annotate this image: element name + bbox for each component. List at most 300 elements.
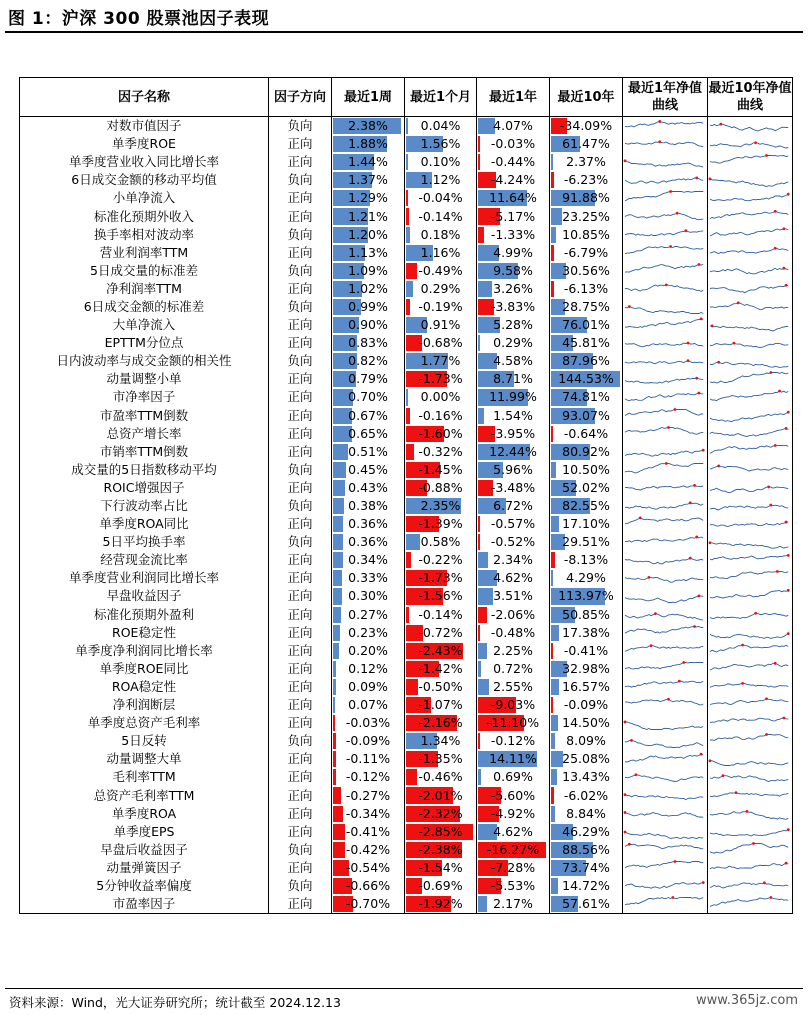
month-return-cell	[405, 805, 477, 823]
curve-10y-cell	[708, 660, 793, 678]
week-return-value: -0.27%	[345, 787, 391, 803]
month-return-cell	[405, 207, 477, 225]
curve-1y-sparkline	[623, 859, 707, 877]
week-return-cell	[332, 298, 405, 316]
direction-cell: 正向	[269, 624, 332, 642]
sparkline-path	[710, 898, 788, 907]
year-return-cell	[477, 407, 550, 425]
sparkline-marker	[785, 427, 788, 430]
curve-10y-cell	[708, 696, 793, 714]
curve-10y-cell	[708, 768, 793, 786]
sparkline-path	[710, 613, 788, 618]
curve-1y-sparkline	[623, 497, 707, 515]
sparkline-marker	[722, 775, 725, 778]
year-return-cell	[477, 823, 550, 841]
curve-10y-cell	[708, 750, 793, 768]
sparkline-path	[625, 306, 703, 313]
direction-cell: 正向	[269, 678, 332, 696]
ten-year-return-value: 10.50%	[562, 461, 610, 477]
sparkline-path	[625, 213, 703, 220]
week-return-bar	[333, 588, 342, 604]
direction-cell: 负向	[269, 461, 332, 479]
sparkline-marker	[719, 123, 722, 126]
curve-1y-sparkline	[623, 443, 707, 461]
curve-10y-cell	[708, 678, 793, 696]
month-return-value: -2.32%	[418, 805, 463, 821]
direction-cell: 正向	[269, 750, 332, 768]
month-return-value: 0.29%	[420, 280, 461, 296]
sparkline-marker	[695, 177, 698, 180]
week-return-cell	[332, 407, 405, 425]
sparkline-path	[625, 613, 703, 619]
sparkline-marker	[698, 595, 701, 598]
ten-year-return-cell	[550, 443, 623, 461]
year-return-cell	[477, 280, 550, 298]
curve-1y-sparkline	[623, 587, 707, 605]
year-return-value: -4.92%	[490, 805, 536, 821]
sparkline-path	[625, 754, 703, 762]
curve-1y-cell	[623, 407, 708, 425]
month-return-value: 1.34%	[420, 733, 461, 749]
curve-1y-cell	[623, 895, 708, 914]
year-return-value: 3.26%	[493, 280, 533, 296]
factor-name-cell: ROE稳定性	[20, 624, 269, 642]
month-return-cell	[405, 877, 477, 895]
curve-10y-sparkline	[708, 244, 792, 262]
curve-10y-sparkline	[708, 171, 792, 189]
year-return-bar	[478, 661, 481, 677]
month-return-value: -2.43%	[418, 642, 463, 658]
week-return-value: 1.37%	[348, 172, 388, 188]
sparkline-marker	[778, 390, 781, 393]
header-week: 最近1周	[332, 78, 405, 117]
table-row	[20, 768, 793, 786]
ten-year-return-value: 28.75%	[562, 298, 610, 314]
direction-cell: 正向	[269, 425, 332, 443]
curve-10y-cell	[708, 533, 793, 551]
factor-name-cell: 动量弹簧因子	[20, 859, 269, 877]
sparkline-path	[710, 487, 788, 493]
sparkline-marker	[634, 774, 637, 777]
sparkline-path	[710, 633, 788, 638]
week-return-value: -0.03%	[345, 715, 391, 731]
year-return-value: -3.83%	[490, 298, 536, 314]
watermark: www.365jz.com	[696, 993, 798, 1008]
table-row	[20, 823, 793, 841]
table-row	[20, 515, 793, 533]
year-return-cell	[477, 298, 550, 316]
sparkline-path	[625, 518, 703, 524]
sparkline-path	[710, 883, 788, 888]
factor-name-cell: 6日成交金额的移动平均值	[20, 171, 269, 189]
sparkline-path	[625, 832, 703, 839]
table-row	[20, 587, 793, 605]
sparkline-marker	[717, 361, 720, 364]
factor-name-cell: 换手率相对波动率	[20, 226, 269, 244]
direction-cell: 正向	[269, 334, 332, 352]
ten-year-return-cell	[550, 696, 623, 714]
curve-10y-sparkline	[708, 117, 792, 135]
year-return-bar	[478, 516, 480, 532]
direction-cell: 负向	[269, 298, 332, 316]
ten-year-return-cell	[550, 298, 623, 316]
sparkline-marker	[711, 325, 714, 328]
year-return-cell	[477, 153, 550, 171]
week-return-bar	[333, 787, 341, 803]
curve-1y-sparkline	[623, 787, 707, 805]
curve-10y-sparkline	[708, 823, 792, 841]
sparkline-path	[710, 829, 788, 835]
ten-year-return-cell	[550, 642, 623, 660]
sparkline-path	[625, 285, 703, 292]
factor-name-cell: 成交量的5日指数移动平均	[20, 461, 269, 479]
week-return-cell	[332, 226, 405, 244]
year-return-cell	[477, 443, 550, 461]
sparkline-path	[625, 230, 703, 235]
ten-year-return-value: 45.81%	[562, 335, 610, 351]
month-return-value: -0.14%	[418, 606, 463, 622]
table-row	[20, 841, 793, 859]
curve-10y-sparkline	[708, 678, 792, 696]
factor-name-cell: 单季度总资产毛利率	[20, 714, 269, 732]
month-return-bar	[406, 118, 408, 134]
month-return-value: -1.07%	[418, 697, 463, 713]
curve-10y-cell	[708, 425, 793, 443]
sparkline-marker	[628, 305, 631, 308]
curve-1y-sparkline	[623, 642, 707, 660]
sparkline-path	[625, 264, 703, 272]
month-return-cell	[405, 280, 477, 298]
sparkline-marker	[774, 247, 777, 250]
header-curve-10y: 最近10年净值曲线	[708, 78, 793, 117]
sparkline-path	[625, 161, 703, 167]
sparkline-marker	[700, 317, 703, 320]
header-ten-year: 最近10年	[550, 78, 623, 117]
curve-10y-cell	[708, 443, 793, 461]
year-return-bar	[478, 643, 487, 659]
ten-year-return-cell	[550, 768, 623, 786]
month-return-cell	[405, 370, 477, 388]
sparkline-path	[625, 596, 703, 603]
month-return-bar	[406, 227, 410, 243]
sparkline-path	[625, 645, 703, 651]
ten-year-return-value: 88.56%	[562, 841, 610, 857]
sparkline-marker	[624, 721, 627, 724]
factor-name-cell: EPTTM分位点	[20, 334, 269, 352]
year-return-value: 0.72%	[493, 660, 533, 676]
table-row	[20, 407, 793, 425]
curve-10y-sparkline	[708, 696, 792, 714]
curve-10y-cell	[708, 786, 793, 804]
week-return-value: 0.65%	[348, 425, 388, 441]
year-return-cell	[477, 841, 550, 859]
week-return-value: -0.70%	[345, 896, 391, 912]
year-return-value: -0.57%	[490, 516, 536, 532]
ten-year-return-cell	[550, 479, 623, 497]
year-return-value: 11.64%	[489, 190, 537, 206]
curve-10y-cell	[708, 823, 793, 841]
ten-year-return-value: -0.41%	[563, 642, 609, 658]
table-row	[20, 786, 793, 804]
year-return-value: 4.62%	[493, 570, 533, 586]
factor-name-cell: 市盈率因子	[20, 895, 269, 914]
ten-year-return-bar	[551, 679, 559, 695]
ten-year-return-value: 57.61%	[562, 896, 610, 912]
curve-1y-sparkline	[623, 551, 707, 569]
direction-cell: 正向	[269, 189, 332, 207]
ten-year-return-value: 144.53%	[558, 371, 614, 387]
month-return-bar	[406, 389, 408, 405]
year-return-cell	[477, 587, 550, 605]
ten-year-return-value: 73.74%	[562, 859, 610, 875]
curve-1y-sparkline	[623, 768, 707, 786]
week-return-value: -0.09%	[345, 733, 391, 749]
factor-name-cell: 经营现金流比率	[20, 551, 269, 569]
ten-year-return-value: 29.51%	[562, 534, 610, 550]
year-return-cell	[477, 660, 550, 678]
month-return-value: -1.92%	[418, 896, 463, 912]
month-return-cell	[405, 768, 477, 786]
sparkline-path	[710, 195, 788, 202]
ten-year-return-cell	[550, 606, 623, 624]
curve-10y-cell	[708, 606, 793, 624]
direction-cell: 负向	[269, 262, 332, 280]
sparkline-marker	[682, 661, 685, 664]
week-return-value: -0.42%	[345, 841, 391, 857]
ten-year-return-cell	[550, 497, 623, 515]
curve-10y-sparkline	[708, 624, 792, 642]
ten-year-return-cell	[550, 244, 623, 262]
ten-year-return-bar	[551, 426, 553, 442]
sparkline-path	[625, 393, 703, 401]
month-return-cell	[405, 551, 477, 569]
curve-10y-sparkline	[708, 388, 792, 406]
year-return-value: 4.07%	[493, 118, 533, 134]
year-return-value: -9.03%	[490, 697, 536, 713]
month-return-value: -0.19%	[418, 298, 463, 314]
sparkline-marker	[752, 842, 755, 845]
month-return-cell	[405, 515, 477, 533]
curve-10y-sparkline	[708, 895, 792, 913]
month-return-value: 0.04%	[420, 118, 461, 134]
factor-name-cell: 5日平均换手率	[20, 533, 269, 551]
week-return-value: 0.36%	[348, 534, 388, 550]
factor-name-cell: 日内波动率与成交金额的相关性	[20, 352, 269, 370]
direction-cell: 负向	[269, 877, 332, 895]
sparkline-path	[625, 485, 703, 490]
month-return-bar	[406, 154, 408, 170]
factor-name-cell: 动量调整小单	[20, 370, 269, 388]
ten-year-return-cell	[550, 841, 623, 859]
year-return-value: -16.27%	[486, 841, 540, 857]
week-return-value: 0.43%	[348, 479, 388, 495]
factor-name-cell: 总资产毛利率TTM	[20, 786, 269, 804]
sparkline-marker	[787, 589, 790, 592]
factor-name-cell: 标准化预期外收入	[20, 207, 269, 225]
sparkline-marker	[787, 554, 790, 557]
ten-year-return-value: 93.07%	[562, 407, 610, 423]
year-return-value: 2.25%	[493, 642, 533, 658]
year-return-value: -0.03%	[490, 136, 536, 152]
year-return-value: 2.34%	[493, 552, 533, 568]
curve-1y-sparkline	[623, 208, 707, 226]
table-row	[20, 895, 793, 914]
curve-10y-sparkline	[708, 370, 792, 388]
sparkline-marker	[693, 484, 696, 487]
ten-year-return-value: 4.29%	[566, 570, 606, 586]
week-return-cell	[332, 388, 405, 406]
direction-cell: 负向	[269, 732, 332, 750]
year-return-value: 6.72%	[493, 498, 533, 514]
direction-cell: 负向	[269, 497, 332, 515]
month-return-value: 0.10%	[420, 154, 461, 170]
sparkline-marker	[687, 342, 690, 345]
week-return-cell	[332, 207, 405, 225]
week-return-cell	[332, 135, 405, 153]
sparkline-marker	[624, 793, 627, 796]
factor-performance-table	[19, 77, 793, 914]
ten-year-return-cell	[550, 895, 623, 914]
month-return-cell	[405, 696, 477, 714]
sparkline-marker	[709, 178, 712, 181]
table-row	[20, 859, 793, 877]
sparkline-marker	[783, 267, 786, 270]
week-return-value: 0.70%	[348, 389, 388, 405]
week-return-cell	[332, 533, 405, 551]
sparkline-marker	[689, 501, 692, 504]
sparkline-marker	[765, 697, 768, 700]
curve-1y-cell	[623, 262, 708, 280]
sparkline-path	[710, 143, 788, 148]
week-return-cell	[332, 696, 405, 714]
sparkline-marker	[667, 698, 670, 701]
direction-cell: 负向	[269, 171, 332, 189]
table-row	[20, 805, 793, 823]
week-return-cell	[332, 280, 405, 298]
sparkline-path	[625, 463, 703, 473]
direction-cell: 正向	[269, 551, 332, 569]
month-return-value: -0.04%	[418, 190, 463, 206]
week-return-value: 0.51%	[348, 443, 388, 459]
curve-10y-cell	[708, 497, 793, 515]
factor-name-cell: 动量调整大单	[20, 750, 269, 768]
sparkline-marker	[671, 896, 674, 899]
month-return-cell	[405, 244, 477, 262]
curve-1y-sparkline	[623, 280, 707, 298]
sparkline-marker	[695, 536, 698, 539]
ten-year-return-value: 52.02%	[562, 479, 610, 495]
ten-year-return-value: 8.84%	[566, 805, 606, 821]
week-return-cell	[332, 189, 405, 207]
sparkline-marker	[785, 862, 788, 865]
curve-1y-sparkline	[623, 533, 707, 551]
year-return-value: -0.44%	[490, 154, 536, 170]
curve-10y-cell	[708, 714, 793, 732]
year-return-bar	[478, 896, 487, 912]
month-return-cell	[405, 262, 477, 280]
year-return-value: 4.58%	[493, 353, 533, 369]
month-return-value: -1.60%	[418, 425, 463, 441]
week-return-cell	[332, 859, 405, 877]
month-return-bar	[406, 208, 409, 224]
ten-year-return-bar	[551, 733, 555, 749]
factor-name-cell: 早盘后收益因子	[20, 841, 269, 859]
week-return-bar	[333, 607, 341, 623]
ten-year-return-value: 13.43%	[562, 769, 610, 785]
ten-year-return-value: -6.13%	[563, 280, 609, 296]
ten-year-return-cell	[550, 533, 623, 551]
year-return-bar	[478, 408, 484, 424]
week-return-bar	[333, 462, 346, 478]
ten-year-return-value: 8.09%	[566, 733, 606, 749]
year-return-value: -0.52%	[490, 534, 536, 550]
sparkline-path	[625, 898, 703, 905]
sparkline-marker	[667, 426, 670, 429]
curve-10y-cell	[708, 859, 793, 877]
sparkline-path	[710, 761, 788, 766]
curve-10y-cell	[708, 153, 793, 171]
curve-1y-cell	[623, 786, 708, 804]
curve-1y-sparkline	[623, 624, 707, 642]
curve-1y-sparkline	[623, 696, 707, 714]
direction-cell: 正向	[269, 153, 332, 171]
year-return-cell	[477, 497, 550, 515]
sparkline-marker	[785, 521, 788, 524]
sparkline-path	[625, 361, 703, 364]
sparkline-marker	[765, 733, 768, 736]
direction-cell: 正向	[269, 244, 332, 262]
curve-1y-cell	[623, 425, 708, 443]
sparkline-marker	[669, 191, 672, 194]
sparkline-marker	[698, 392, 701, 395]
year-return-bar	[478, 607, 487, 623]
sparkline-path	[710, 303, 788, 310]
ten-year-return-cell	[550, 388, 623, 406]
month-return-value: -0.32%	[418, 443, 463, 459]
curve-1y-cell	[623, 370, 708, 388]
direction-cell: 正向	[269, 479, 332, 497]
month-return-value: -1.54%	[418, 859, 463, 875]
table-row	[20, 388, 793, 406]
curve-10y-sparkline	[708, 859, 792, 877]
month-return-cell	[405, 117, 477, 136]
curve-1y-sparkline	[623, 660, 707, 678]
year-return-cell	[477, 425, 550, 443]
curve-10y-sparkline	[708, 750, 792, 768]
sparkline-path	[710, 699, 788, 705]
ten-year-return-value: -6.02%	[563, 787, 609, 803]
sparkline-marker	[733, 342, 736, 345]
curve-1y-sparkline	[623, 226, 707, 244]
year-return-value: 14.11%	[489, 751, 537, 767]
curve-10y-cell	[708, 388, 793, 406]
curve-1y-sparkline	[623, 479, 707, 497]
sparkline-path	[625, 409, 703, 415]
year-return-cell	[477, 551, 550, 569]
week-return-cell	[332, 171, 405, 189]
curve-10y-sparkline	[708, 135, 792, 153]
curve-1y-cell	[623, 189, 708, 207]
week-return-value: 1.02%	[348, 280, 388, 296]
curve-1y-cell	[623, 750, 708, 768]
sparkline-path	[625, 699, 703, 705]
ten-year-return-bar	[551, 878, 558, 894]
ten-year-return-bar	[551, 552, 555, 568]
ten-year-return-cell	[550, 370, 623, 388]
curve-10y-sparkline	[708, 497, 792, 515]
ten-year-return-bar	[551, 806, 555, 822]
sparkline-marker	[624, 160, 627, 163]
